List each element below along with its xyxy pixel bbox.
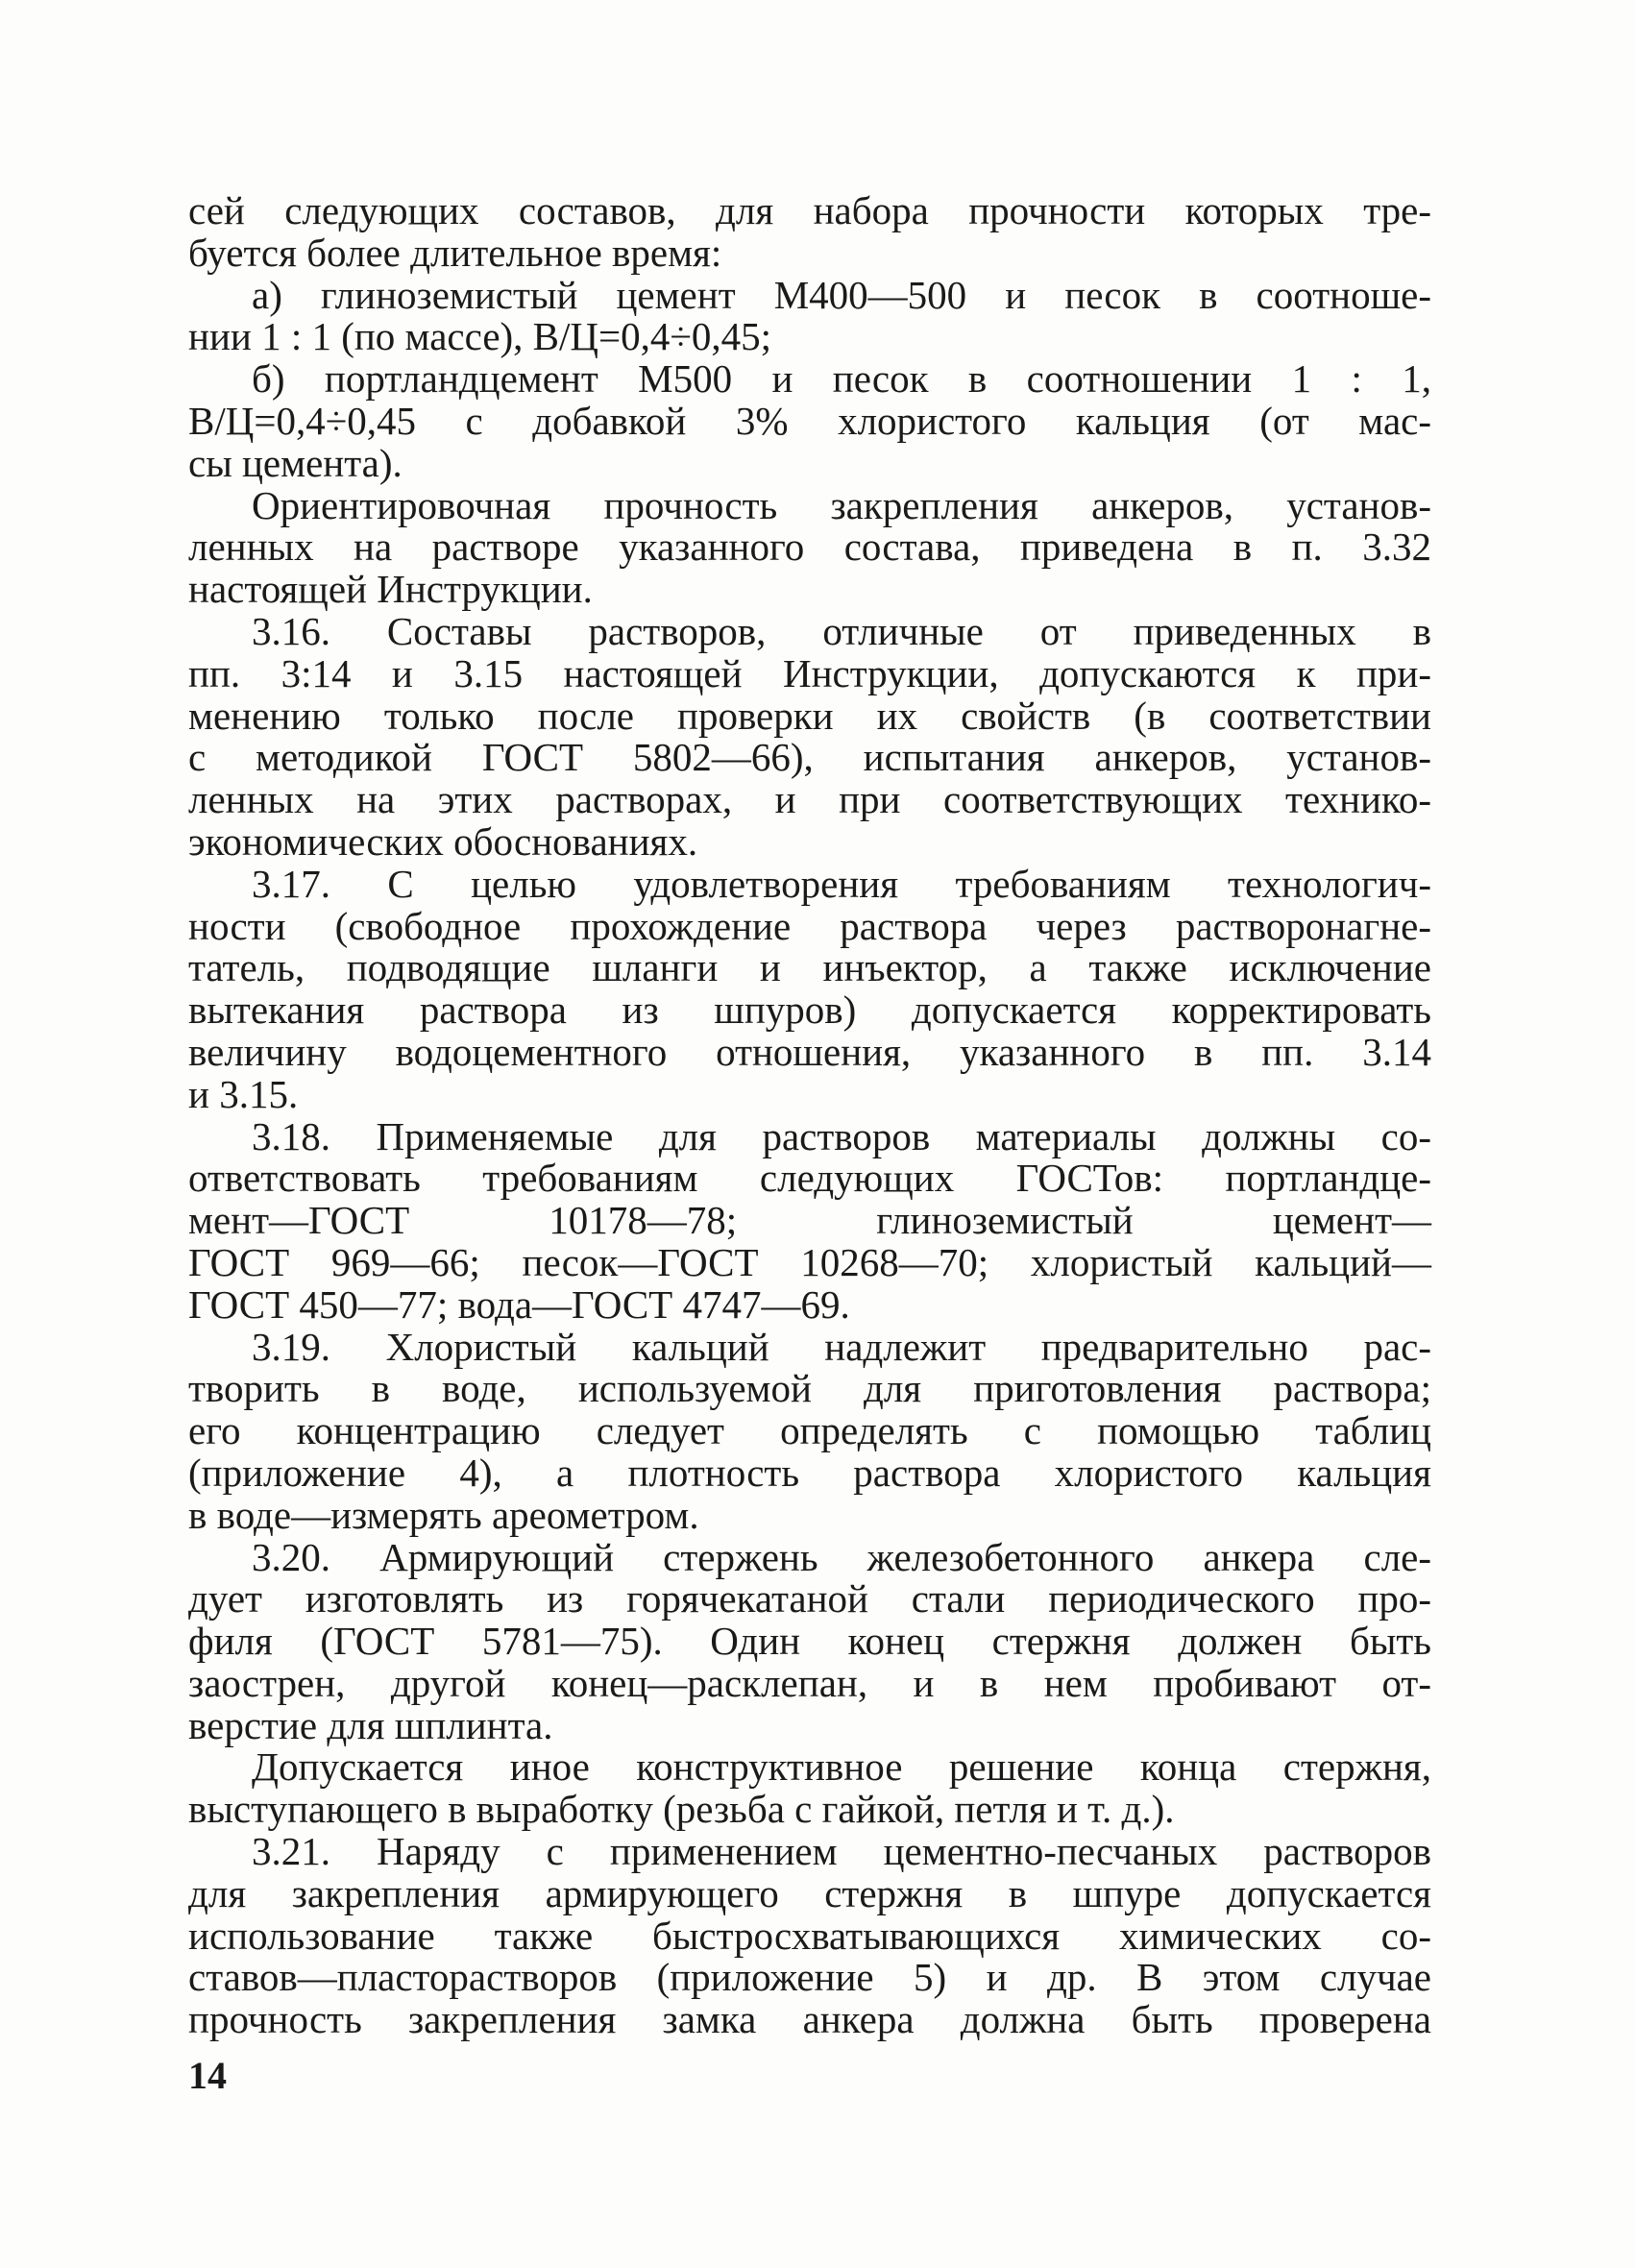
text-line: вытекания раствора из шпуров) допускается корректировать	[188, 988, 1431, 1033]
text-line: ответствовать требованиям следующих ГОСТов: портландце-	[188, 1156, 1431, 1201]
text-line: Ориентировочная прочность закрепления анкеров, установ-	[252, 482, 1431, 527]
text-line: 3.19. Хлористый кальций надлежит предварительно рас-	[252, 1324, 1431, 1369]
text-line: для закрепления армирующего стержня в шпуре допускается	[188, 1870, 1431, 1915]
text-line: сы цемента).	[188, 440, 403, 485]
text-line: 3.17. С целью удовлетворения требованиям технологич-	[252, 861, 1431, 906]
text-line: и 3.15.	[188, 1071, 299, 1116]
text-line: 3.18. Применяемые для растворов материалы должны со-	[252, 1113, 1431, 1158]
text-line: а) глиноземистый цемент М400—500 и песок в соотноше-	[252, 272, 1431, 317]
text-line: его концентрацию следует определять с помощью таблиц	[188, 1408, 1431, 1453]
text-line: ности (свободное прохождение раствора через растворонагне-	[188, 903, 1431, 948]
text-line: мент—ГОСТ 10178—78; глиноземистый цемент—	[188, 1198, 1431, 1243]
text-line: сей следующих составов, для набора прочности которых тре-	[188, 188, 1431, 232]
text-line: Допускается иное конструктивное решение конца стержня,	[252, 1744, 1431, 1790]
text-line: 3.16. Составы растворов, отличные от приведенных в	[252, 608, 1431, 653]
text-line: нии 1 : 1 (по массе), В/Ц=0,4÷0,45;	[188, 314, 772, 359]
text-line: заострен, другой конец—расклепан, и в нем пробивают от-	[188, 1660, 1431, 1705]
text-line: (приложение 4), а плотность раствора хлористого кальция	[188, 1450, 1431, 1495]
text-line: В/Ц=0,4÷0,45 с добавкой 3% хлористого кальция (от мас-	[188, 398, 1431, 443]
text-line: дует изготовлять из горячекатаной стали периодического про-	[188, 1576, 1431, 1622]
text-line: филя (ГОСТ 5781—75). Один конец стержня должен быть	[188, 1619, 1431, 1664]
text-line: в воде—измерять ареометром.	[188, 1492, 699, 1537]
text-line: ленных на растворе указанного состава, приведена в п. 3.32	[188, 524, 1431, 570]
text-line: ГОСТ 969—66; песок—ГОСТ 10268—70; хлористый кальций—	[188, 1239, 1431, 1284]
text-line: ленных на этих растворах, и при соответствующих технико-	[188, 777, 1431, 822]
text-line: татель, подводящие шланги и инъектор, а также исключение	[188, 945, 1431, 990]
page-number: 14	[188, 2054, 227, 2097]
text-line: буется более длительное время:	[188, 230, 722, 275]
text-line: прочность закрепления замка анкера должна быть проверена	[188, 1997, 1431, 2042]
body-text	[188, 190, 1431, 2041]
text-line: творить в воде, используемой для приготовления раствора;	[188, 1366, 1431, 1411]
text-line: ГОСТ 450—77; вода—ГОСТ 4747—69.	[188, 1281, 850, 1327]
text-line: использование также быстросхватывающихся химических со-	[188, 1913, 1431, 1958]
text-line: экономических обоснованиях.	[188, 818, 698, 864]
text-line: верстие для шплинта.	[188, 1702, 553, 1747]
text-line: б) портландцемент М500 и песок в соотношении 1 : 1,	[252, 356, 1431, 402]
text-line: 3.20. Армирующий стержень железобетонного анкера сле-	[252, 1534, 1431, 1579]
text-line: ставов—пласторастворов (приложение 5) и др. В этом случае	[188, 1955, 1431, 2000]
text-line: 3.21. Наряду с применением цементно-песчаных растворов	[252, 1829, 1431, 1874]
text-line: величину водоцементного отношения, указанного в пп. 3.14	[188, 1029, 1431, 1074]
text-line: выступающего в выработку (резьба с гайкой, петля и т. д.).	[188, 1787, 1175, 1832]
text-line: менению только после проверки их свойств (в соответствии	[188, 693, 1431, 738]
text-line: пп. 3:14 и 3.15 настоящей Инструкции, допускаются к при-	[188, 650, 1431, 695]
text-line: с методикой ГОСТ 5802—66), испытания анкеров, установ-	[188, 735, 1431, 780]
text-line: настоящей Инструкции.	[188, 567, 593, 612]
